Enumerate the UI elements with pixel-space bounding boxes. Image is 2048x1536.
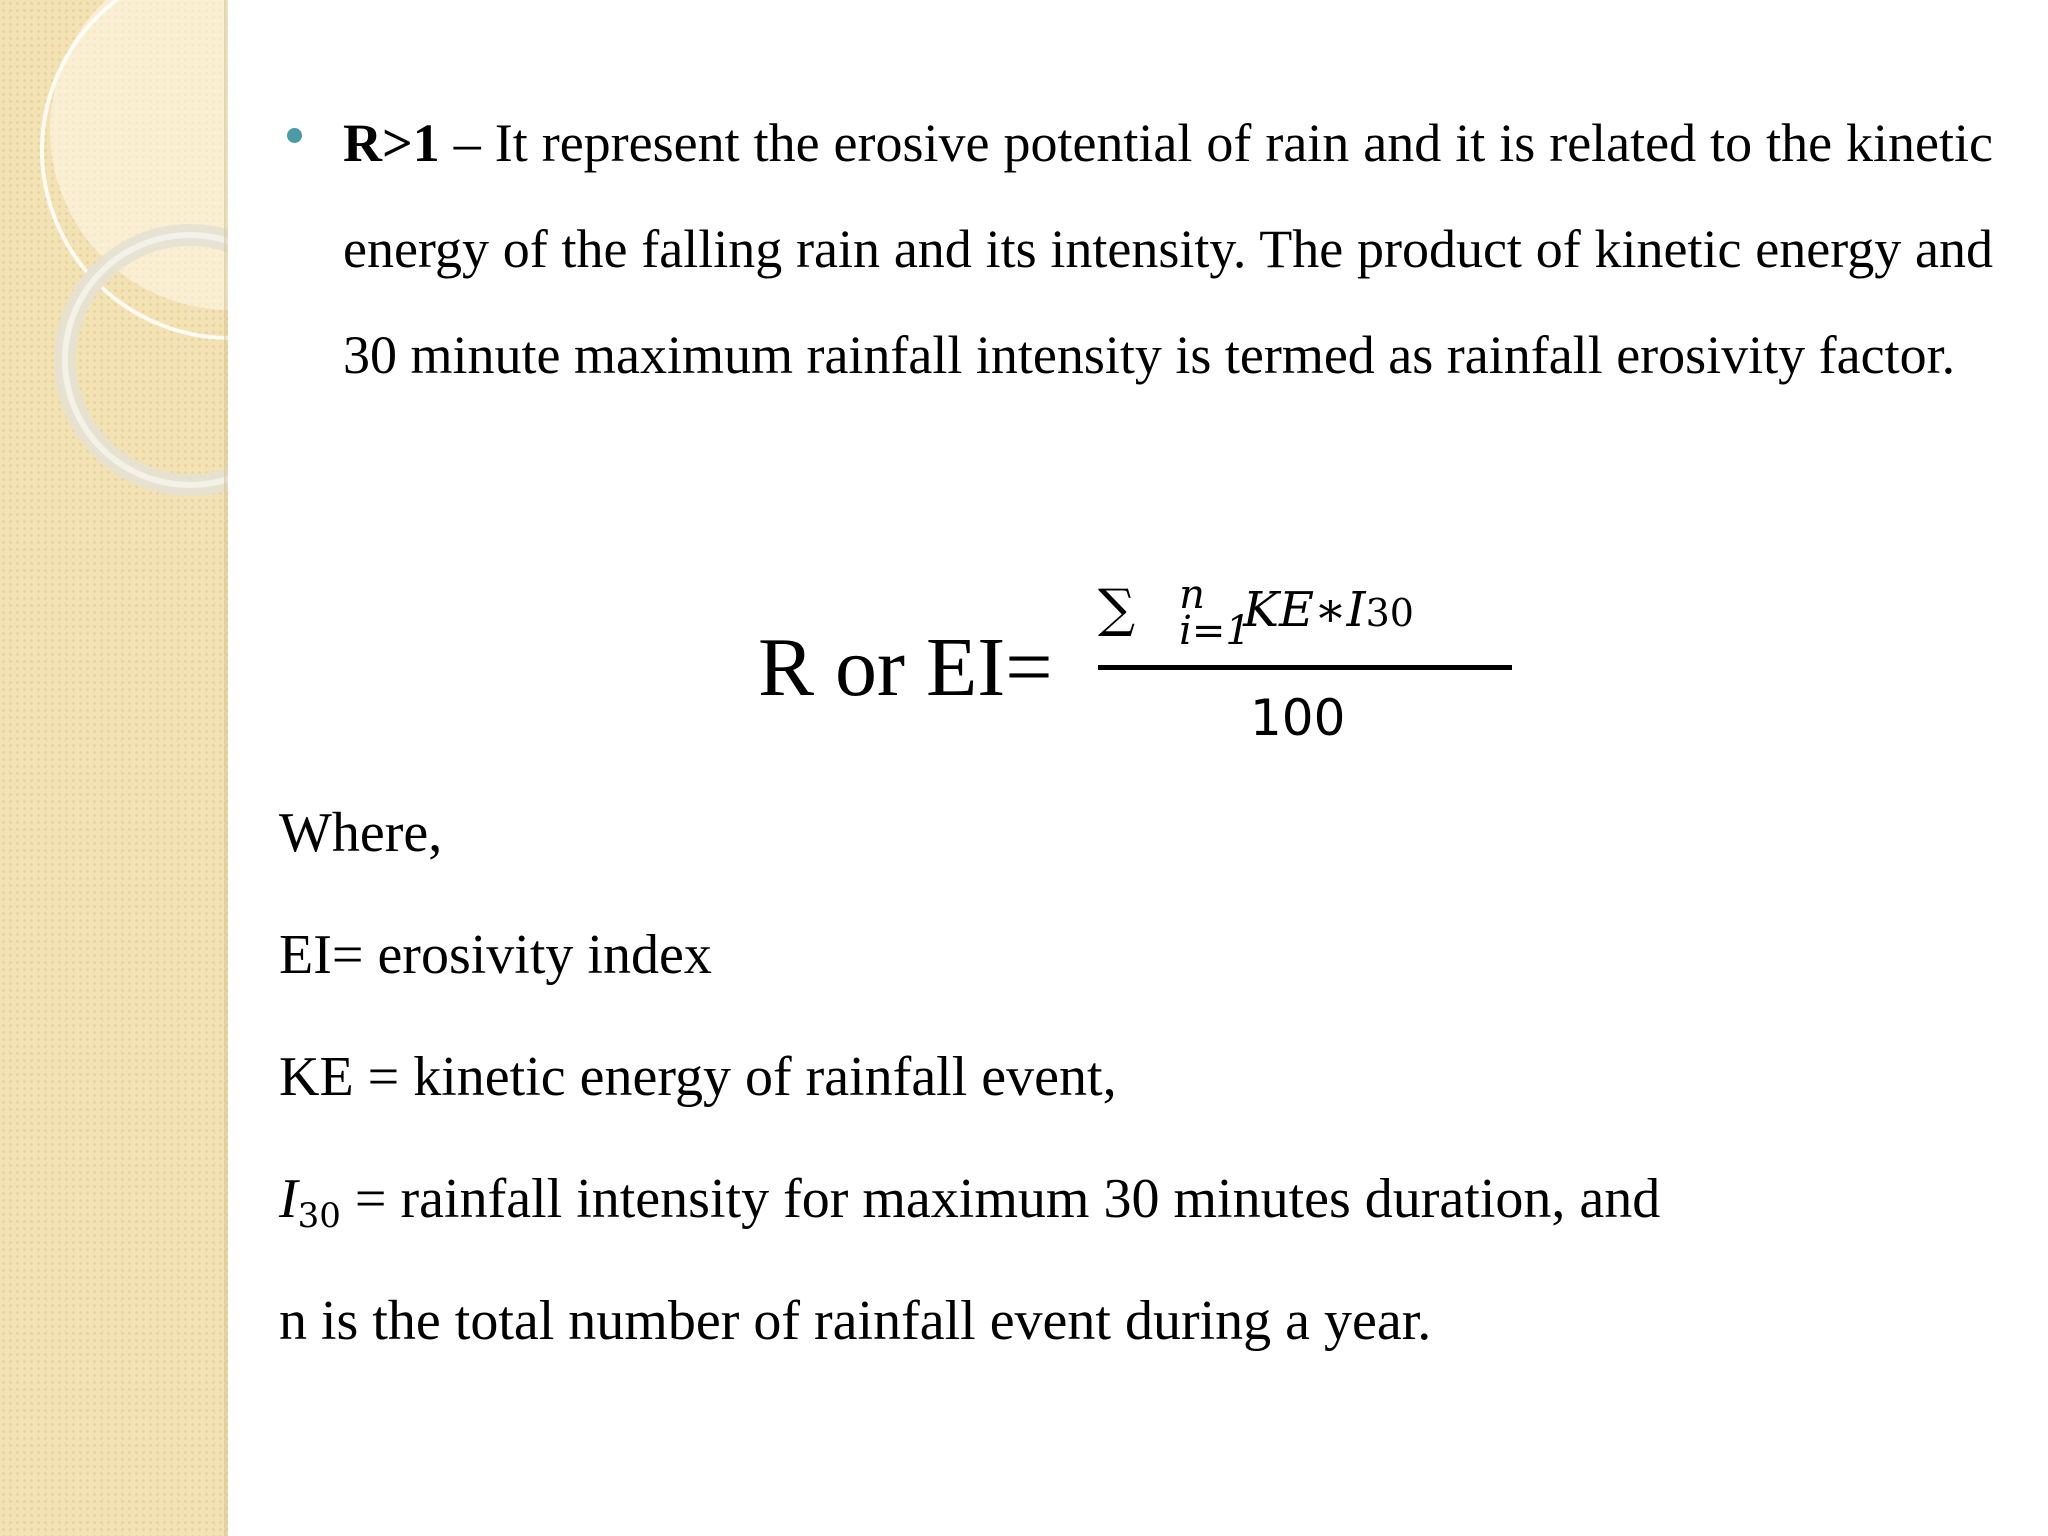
formula-denominator: 100 xyxy=(1250,689,1346,747)
numerator-term: KE∗I xyxy=(1243,582,1366,638)
fraction-bar xyxy=(1098,665,1512,670)
i30-subscript: 30 xyxy=(297,1196,341,1236)
bullet-icon xyxy=(287,128,302,143)
term-r: R>1 xyxy=(343,113,440,173)
definition-i30 xyxy=(279,1164,1660,1251)
bullet-text: – It represent the erosive potential of rain and it is related to the kinetic energy of the falling rain and its intensity. The product of kinetic energy and 30 minute maximum rainfall intensity is termed as rainfall erosivity factor. xyxy=(343,113,1993,385)
definition-ke: KE = kinetic energy of rainfall event, xyxy=(279,1046,1117,1108)
numerator-subscript: 30 xyxy=(1365,591,1414,635)
bullet-paragraph xyxy=(343,90,1993,408)
formula-numerator xyxy=(1098,572,1414,654)
i30-symbol: I xyxy=(279,1168,298,1230)
where-label: Where, xyxy=(279,802,443,864)
lower-limit: i=1 xyxy=(1179,608,1251,654)
upper-limit: n xyxy=(1179,572,1205,618)
i30-text: = rainfall intensity for maximum 30 minutes duration, and xyxy=(340,1168,1661,1230)
definition-ei: EI= erosivity index xyxy=(279,924,712,986)
definition-n: n is the total number of rainfall event during a year. xyxy=(279,1290,1432,1352)
sigma-symbol: ∑ xyxy=(1098,579,1136,639)
formula-lhs: R or EI= xyxy=(758,621,1053,714)
